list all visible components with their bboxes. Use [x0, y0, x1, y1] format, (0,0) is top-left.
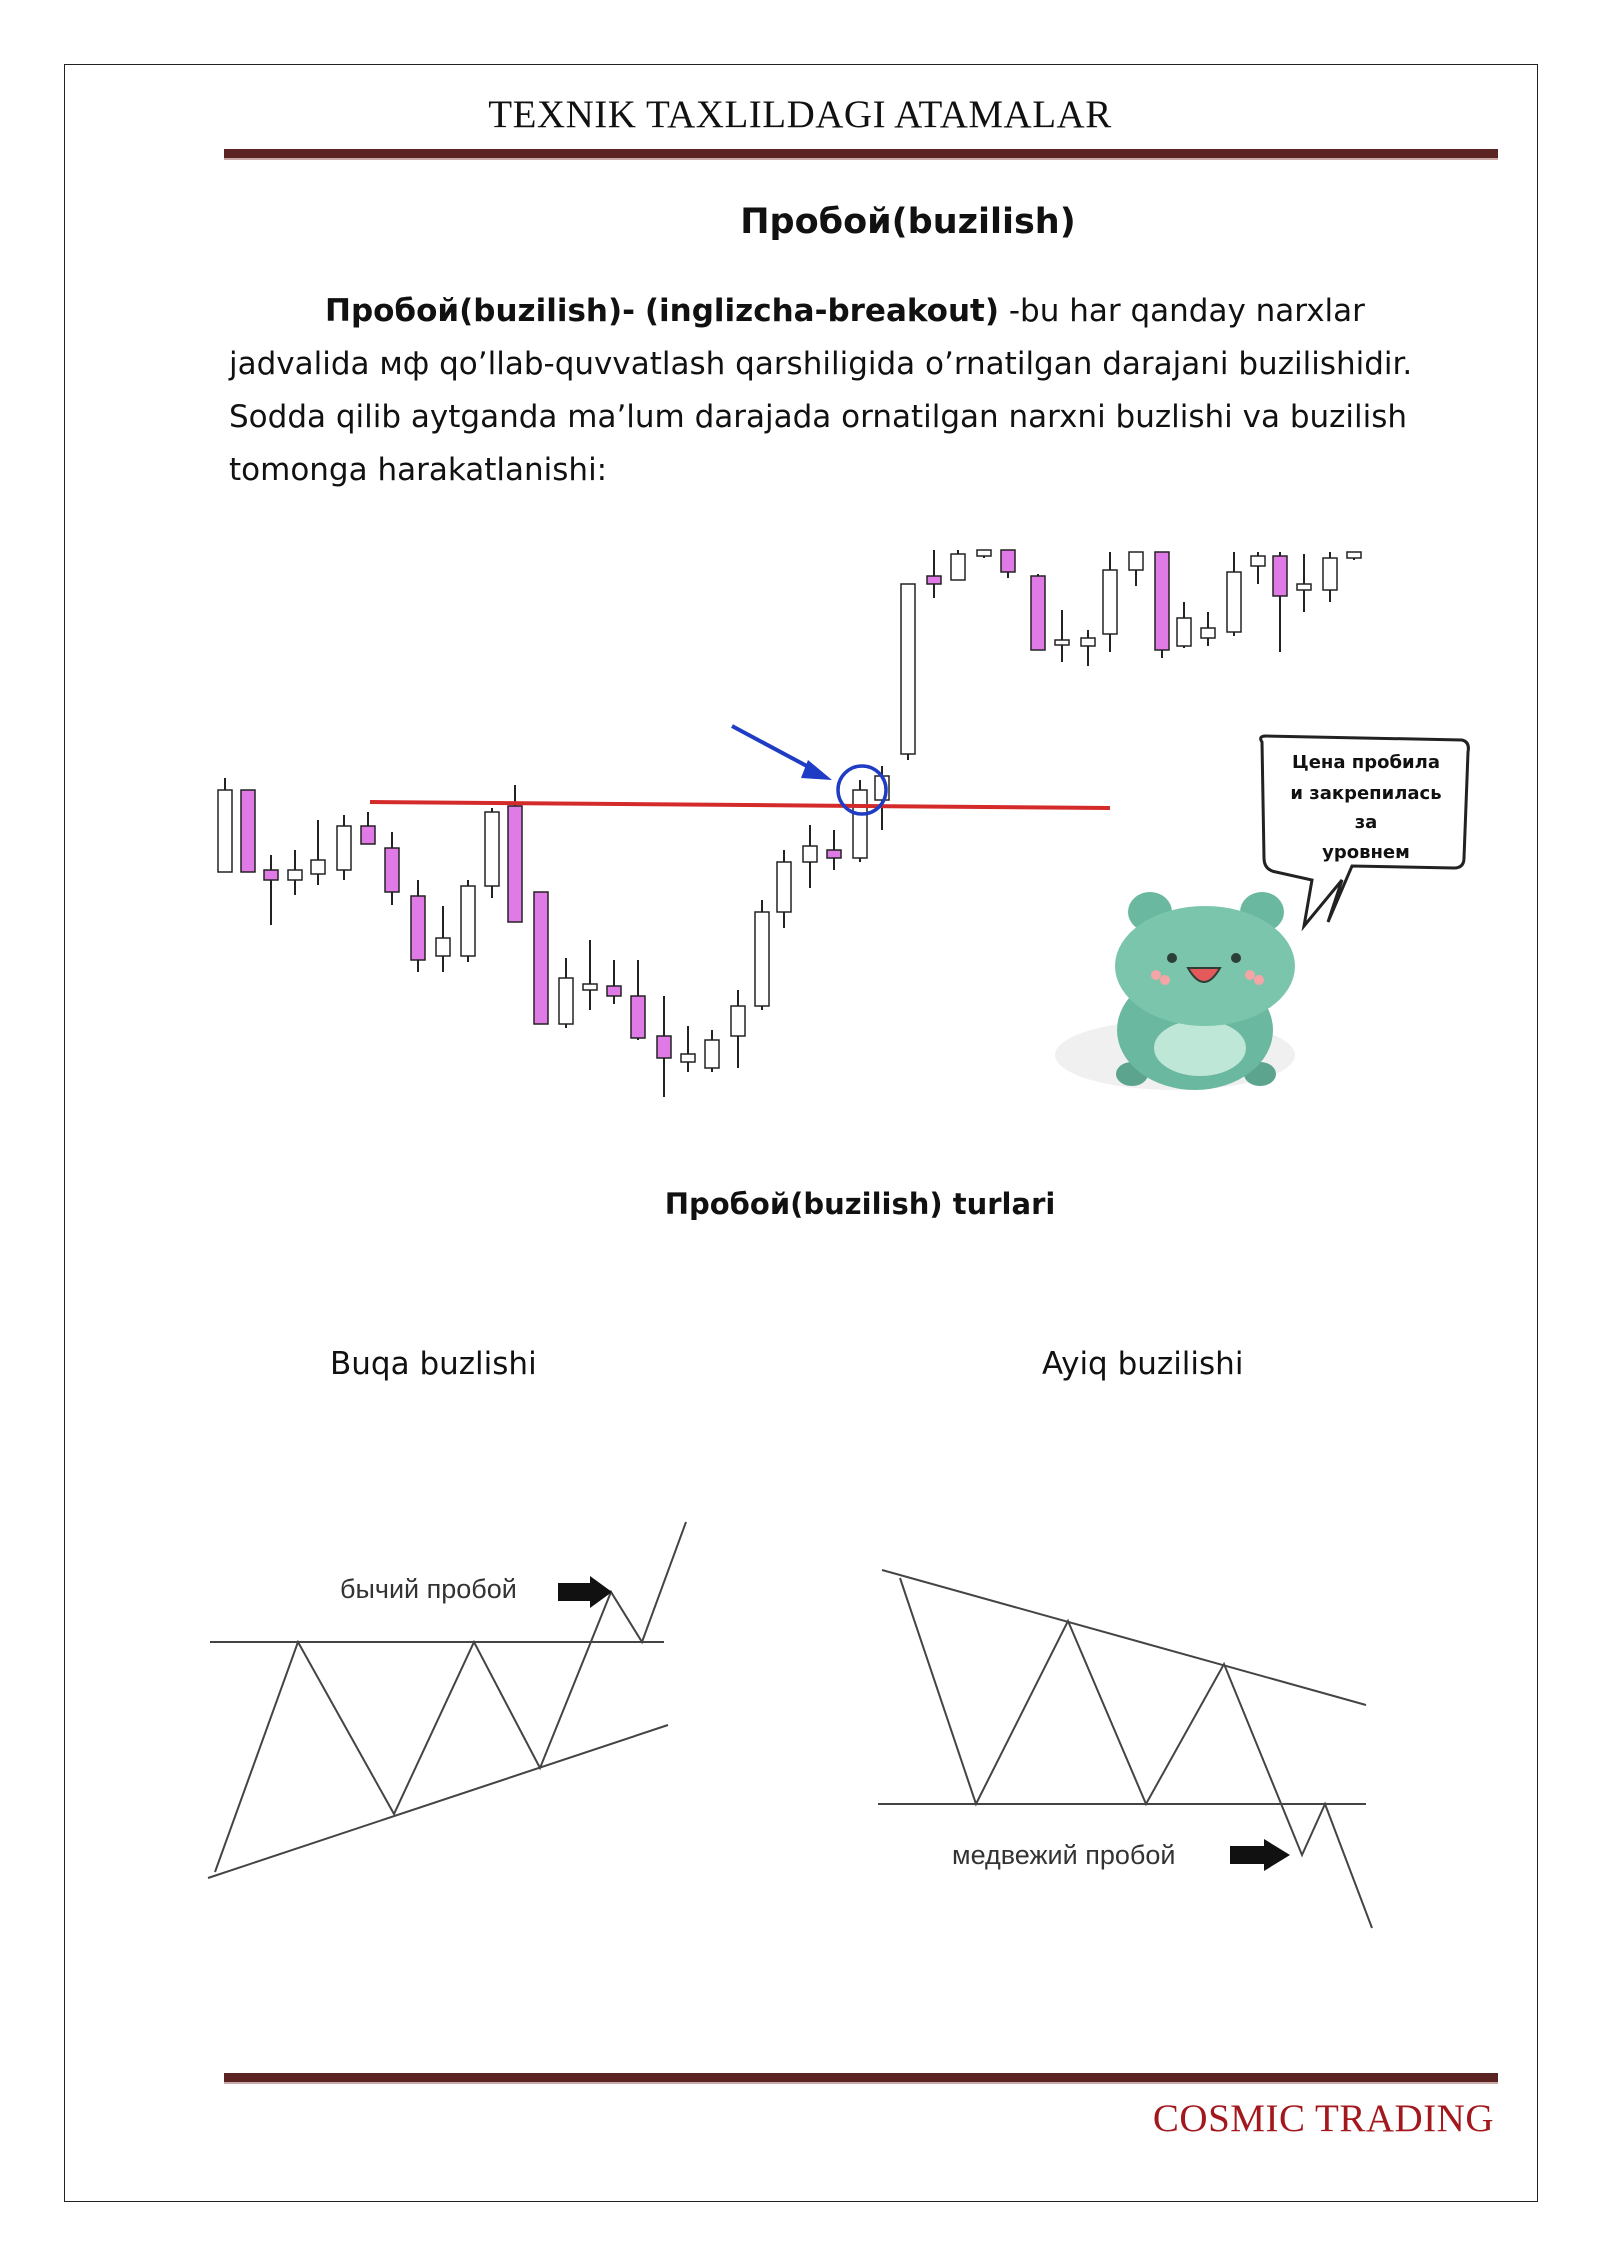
footer-rule	[224, 2073, 1498, 2084]
bull-breakout-caption: Buqa buzlishi	[330, 1346, 537, 1382]
bull-breakout-label: бычий пробой	[340, 1574, 517, 1604]
bear-breakout-diagram	[878, 1570, 1372, 1928]
bubble-line-4: уровнем	[1322, 842, 1410, 863]
bear-breakout-label: медвежий пробой	[952, 1840, 1176, 1870]
page-header-title: TEXNIK TAXLILDAGI ATAMALAR	[488, 93, 1112, 136]
bubble-line-1: Цена пробила	[1292, 752, 1440, 773]
main-heading: Пробой(buzilish)	[740, 202, 1076, 242]
bear-breakout-caption: Ayiq buzilishi	[1042, 1346, 1244, 1382]
term: Пробой(buzilish)-	[325, 293, 635, 329]
bull-arrow-icon	[558, 1576, 612, 1608]
bubble-line-3: за	[1354, 812, 1378, 833]
types-subheading: Пробой(buzilish) turlari	[664, 1187, 1056, 1221]
term-english: (inglizcha-breakout)	[644, 293, 999, 329]
paragraph-body: -bu har qanday narxlar jadvalida мф qo’llab-quvvatlash qarshiligida o’rnatilgan darajani buzilishidir. Sodda qilib aytganda ma’lum darajada ornatilgan narxni buzlishi va buzilish tomonga harakatlanishi:	[229, 293, 1413, 488]
bubble-line-2: и закрепилась	[1290, 783, 1442, 804]
footer-brand: COSMIC TRADING	[1152, 2097, 1494, 2140]
bear-arrow-icon	[1230, 1839, 1290, 1871]
